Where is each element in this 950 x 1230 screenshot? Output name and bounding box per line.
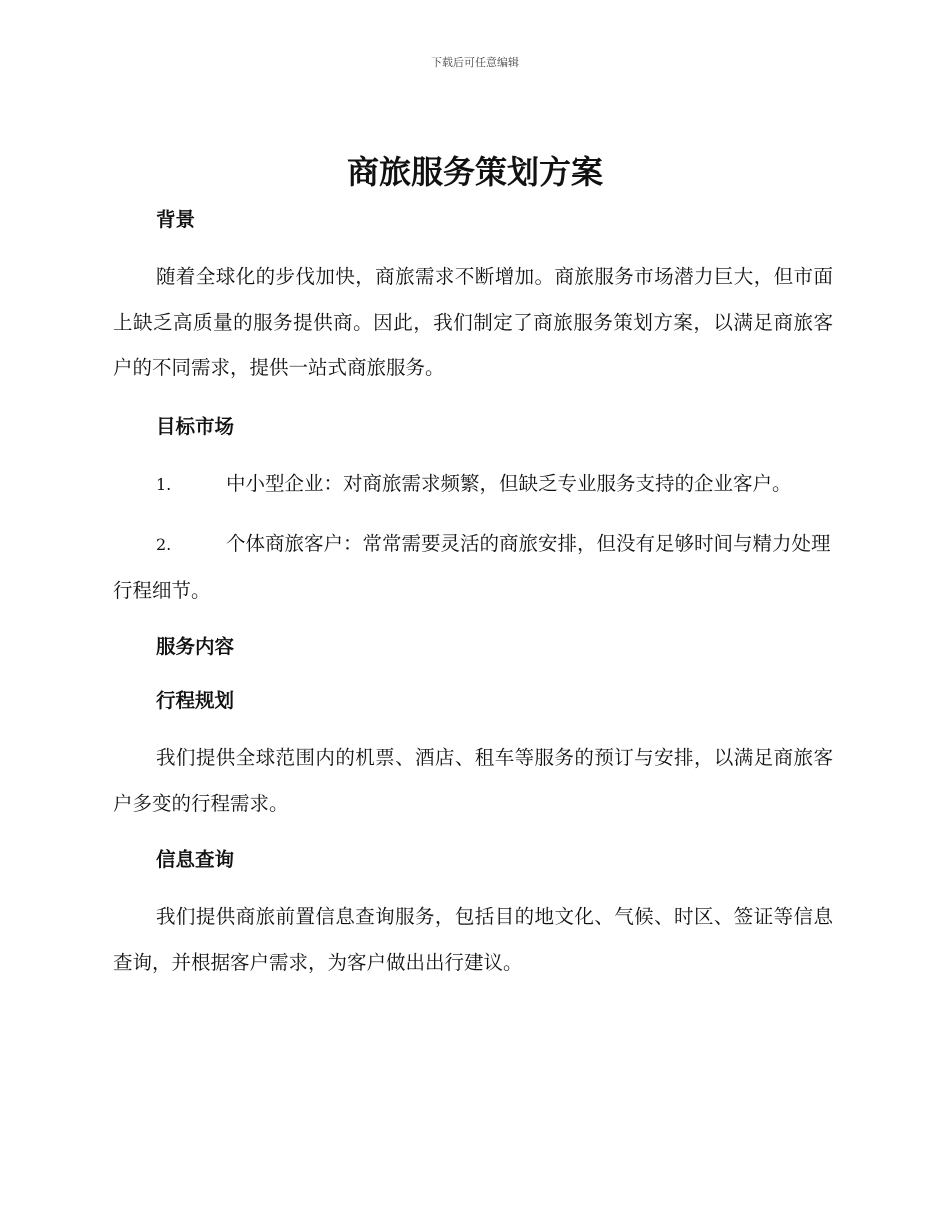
list-item-target-1 [113, 461, 833, 508]
list-text: 中小型企业：对商旅需求频繁，但缺乏专业服务支持的企业客户。 [226, 471, 792, 495]
list-number: 1. [156, 474, 172, 494]
document-body [113, 200, 833, 985]
header-note: 下载后可任意编辑 [431, 56, 519, 69]
list-number: 2. [156, 535, 172, 554]
paragraph-background: 随着全球化的步伐加快，商旅需求不断增加。商旅服务市场潜力巨大，但市面上缺乏高质量的服务提供商。因此，我们制定了商旅服务策划方案，以满足商旅客户的不同需求，提供一站式商旅服务。 [113, 265, 833, 379]
document-title: 商旅服务策划方案 [346, 153, 603, 191]
section-heading-target-market: 目标市场 [156, 414, 235, 438]
section-heading-service-content: 服务内容 [156, 635, 235, 658]
section-heading-itinerary: 行程规划 [156, 689, 235, 712]
section-heading-background: 背景 [156, 208, 196, 231]
paragraph-itinerary: 我们提供全球范围内的机票、酒店、租车等服务的预订与安排，以满足商旅客户多变的行程需求。 [113, 746, 833, 815]
list-item-target-2 [113, 521, 833, 613]
section-heading-info-query: 信息查询 [156, 848, 235, 871]
list-text: 个体商旅客户：常常需要灵活的商旅安排，但没有足够时间与精力处理行程细节。 [113, 532, 831, 602]
paragraph-info-query: 我们提供商旅前置信息查询服务，包括目的地文化、气候、时区、签证等信息查询，并根据客户需求，为客户做出出行建议。 [113, 905, 833, 974]
